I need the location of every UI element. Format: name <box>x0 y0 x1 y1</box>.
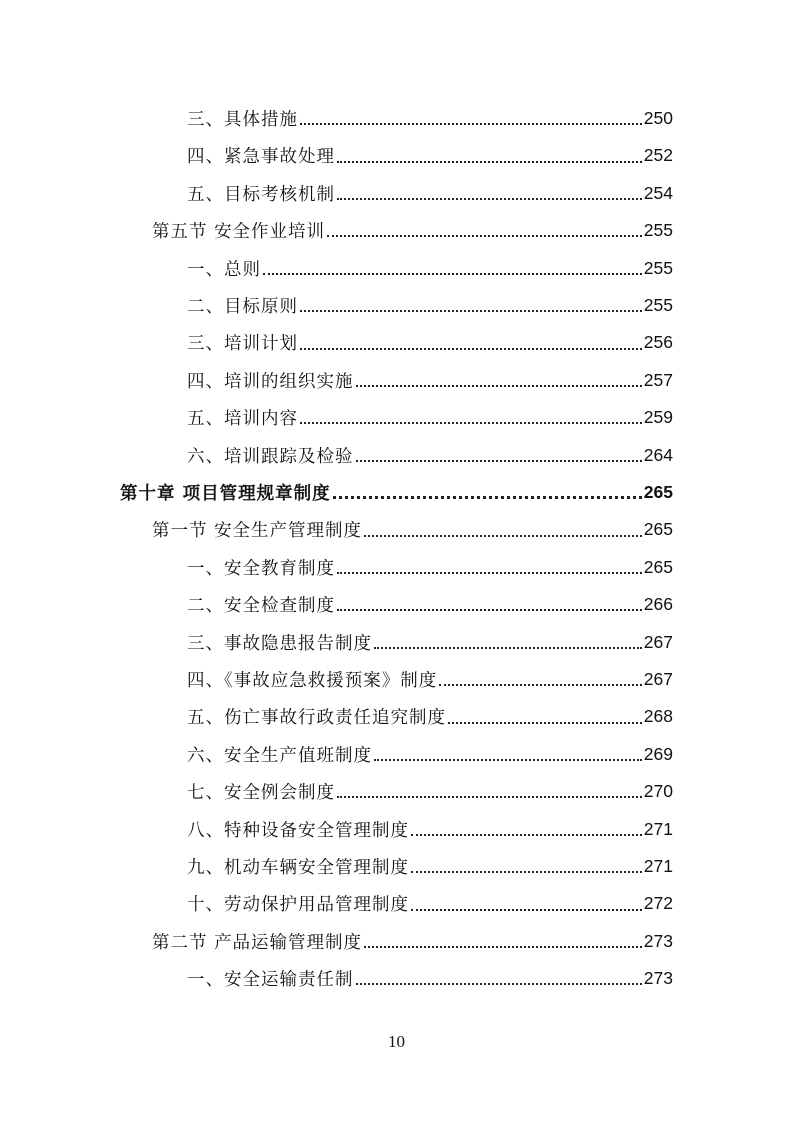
toc-entry-page: 271 <box>643 856 673 876</box>
toc-entry-page: 265 <box>643 556 673 577</box>
toc-entry-page: 255 <box>643 220 673 241</box>
toc-entry-page: 254 <box>643 182 673 203</box>
dot-leader <box>263 259 642 277</box>
dot-leader <box>356 446 642 464</box>
toc-item-entry[interactable] <box>187 324 673 361</box>
toc-entry-page: 250 <box>643 108 673 128</box>
toc-entry-label: 六、培训跟踪及检验 <box>187 446 354 467</box>
dot-leader <box>411 820 642 838</box>
toc-entry-label: 四、《事故应急救援预案》制度 <box>187 671 438 691</box>
dot-leader <box>356 372 642 390</box>
toc-entry-label: 第五节 安全作业培训 <box>152 222 326 243</box>
toc-entry-page: 272 <box>643 893 673 914</box>
dot-leader <box>337 147 642 165</box>
toc-entry-page: 268 <box>643 706 673 727</box>
dot-leader <box>364 933 642 951</box>
toc-entry-label: 八、特种设备安全管理制度 <box>187 820 409 841</box>
page-number: 10 <box>388 1032 405 1051</box>
dot-leader <box>411 858 642 876</box>
dot-leader <box>300 334 642 352</box>
toc-entry-page: 267 <box>643 669 673 689</box>
toc-entry-label: 二、安全检查制度 <box>187 596 335 617</box>
toc-entry-label: 一、总则 <box>187 259 261 280</box>
toc-entry-label: 一、安全教育制度 <box>187 558 335 579</box>
toc-item-entry[interactable] <box>187 250 673 287</box>
dot-leader <box>327 222 642 240</box>
toc-item-entry[interactable] <box>187 885 673 922</box>
toc-entry-page: 267 <box>643 631 673 652</box>
dot-leader <box>300 110 642 128</box>
toc-entry-page: 257 <box>643 369 673 390</box>
toc-item-entry[interactable] <box>187 698 673 735</box>
toc-item-entry[interactable] <box>187 175 673 212</box>
toc-entry-page: 259 <box>643 407 673 428</box>
toc-entry-label: 二、目标原则 <box>187 297 298 317</box>
toc-section-entry[interactable] <box>152 511 673 548</box>
toc-item-entry[interactable] <box>187 437 673 474</box>
dot-leader <box>374 746 642 764</box>
toc-item-entry[interactable] <box>187 287 673 324</box>
toc-item-entry[interactable] <box>187 811 673 848</box>
dot-leader <box>337 559 642 577</box>
toc-entry-label: 十、劳动保护用品管理制度 <box>187 895 409 916</box>
dot-leader <box>333 484 642 502</box>
toc-entry-label: 七、安全例会制度 <box>187 783 335 804</box>
toc-entry-label: 六、安全生产值班制度 <box>187 745 372 766</box>
dot-leader <box>374 633 642 651</box>
toc-item-entry[interactable] <box>187 773 673 810</box>
toc-item-entry[interactable] <box>187 960 673 997</box>
toc-entry-label: 五、培训内容 <box>187 409 298 430</box>
toc-entry-page: 256 <box>643 332 673 353</box>
toc-item-entry[interactable] <box>187 549 673 586</box>
toc-entry-page: 269 <box>643 743 673 764</box>
toc-entry-page: 271 <box>643 818 673 839</box>
toc-entry-page: 252 <box>643 145 673 166</box>
toc-item-entry[interactable] <box>187 362 673 399</box>
dot-leader <box>356 970 642 988</box>
toc-item-entry[interactable] <box>187 736 673 773</box>
toc-item-entry[interactable] <box>187 661 673 698</box>
toc-entry-label: 第十章 项目管理规章制度 <box>120 484 331 504</box>
toc-entry-page: 273 <box>643 930 673 951</box>
toc-section-entry[interactable] <box>152 923 673 960</box>
dot-leader <box>337 185 642 203</box>
toc-entry-label: 五、伤亡事故行政责任追究制度 <box>187 708 446 729</box>
dot-leader <box>300 409 642 427</box>
toc-entry-label: 四、紧急事故处理 <box>187 147 335 168</box>
toc-entry-label: 三、事故隐患报告制度 <box>187 633 372 654</box>
toc-entry-page: 265 <box>643 482 673 502</box>
toc-item-entry[interactable] <box>187 848 673 885</box>
toc-entry-page: 264 <box>643 444 673 465</box>
dot-leader <box>300 297 642 315</box>
dot-leader <box>448 708 642 726</box>
toc-entry-page: 270 <box>643 781 673 802</box>
toc-entry-label: 三、培训计划 <box>187 334 298 355</box>
toc-entry-page: 255 <box>643 295 673 315</box>
toc-entry-page: 255 <box>643 257 673 278</box>
toc-item-entry[interactable] <box>187 137 673 174</box>
dot-leader <box>439 671 642 689</box>
toc-entry-label: 第二节 产品运输管理制度 <box>152 932 363 953</box>
toc-entry-label: 四、培训的组织实施 <box>187 371 354 392</box>
toc-entry-page: 273 <box>643 968 673 989</box>
toc-item-entry[interactable] <box>187 100 673 137</box>
dot-leader <box>337 783 642 801</box>
dot-leader <box>337 596 642 614</box>
toc-chapter-entry[interactable] <box>120 474 673 511</box>
dot-leader <box>364 521 642 539</box>
toc-entry-page: 265 <box>643 519 673 540</box>
toc-section-entry[interactable] <box>152 212 673 249</box>
toc-item-entry[interactable] <box>187 399 673 436</box>
toc-item-entry[interactable] <box>187 586 673 623</box>
toc-entry-page: 266 <box>643 594 673 615</box>
toc-entry-label: 三、具体措施 <box>187 110 298 130</box>
toc-entry-label: 五、目标考核机制 <box>187 184 335 205</box>
toc-entry-label: 第一节 安全生产管理制度 <box>152 521 363 542</box>
toc-entry-label: 一、安全运输责任制 <box>187 970 354 991</box>
toc-entry-label: 九、机动车辆安全管理制度 <box>187 858 409 878</box>
dot-leader <box>411 895 642 913</box>
toc-item-entry[interactable] <box>187 624 673 661</box>
